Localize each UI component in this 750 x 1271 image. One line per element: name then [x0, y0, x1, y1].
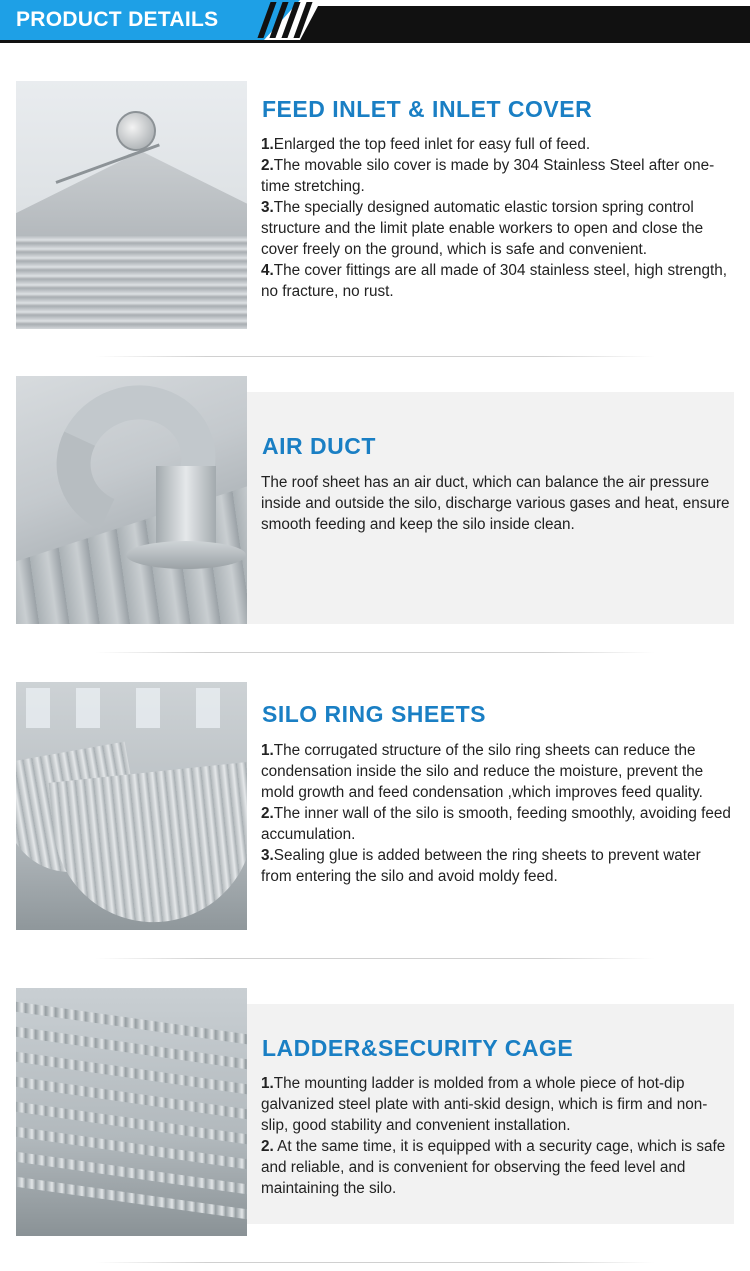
section-heading: FEED INLET & INLET COVER: [262, 96, 593, 122]
section-divider: [95, 958, 655, 959]
paragraph: The roof sheet has an air duct, which can balance the air pressure inside and outside the silo, discharge various gases and heat, ensure smooth feeding and keep the silo inside clean.: [261, 474, 730, 533]
section-heading: SILO RING SHEETS: [262, 701, 486, 727]
banner-title: PRODUCT DETAILS: [16, 8, 219, 31]
product-details-banner: [0, 0, 750, 44]
section-divider: [95, 652, 655, 653]
section-divider: [95, 1262, 655, 1263]
silo-ring-sheets-photo: [16, 682, 247, 930]
paragraph: 4.The cover fittings are all made of 304 stainless steel, high strength, no fracture, no rust.: [261, 262, 727, 300]
section-body: [261, 740, 733, 887]
banner-dark-bar: [300, 6, 750, 40]
silo-top-feed-inlet-photo: [16, 81, 247, 329]
paragraph: 1.The mounting ladder is molded from a whole piece of hot-dip galvanized steel plate with anti-skid design, which is firm and non-slip, good stability and convenient installation.: [261, 1075, 708, 1134]
section-body: [261, 472, 733, 535]
air-duct-photo: [16, 376, 247, 624]
banner-underline: [0, 40, 750, 43]
paragraph: 1.Enlarged the top feed inlet for easy full of feed.: [261, 136, 591, 153]
paragraph: 2.The movable silo cover is made by 304 Stainless Steel after one-time stretching.: [261, 157, 715, 195]
paragraph: 3.The specially designed automatic elastic torsion spring control structure and the limit plate enable workers to open and close the cover freely on the ground, which is safe and convenient.: [261, 199, 704, 258]
section-body: [261, 1073, 733, 1199]
section-heading: AIR DUCT: [262, 433, 376, 459]
section-heading: LADDER&SECURITY CAGE: [262, 1035, 574, 1061]
paragraph: 2. At the same time, it is equipped with a security cage, which is safe and reliable, and is convenient for observing the feed level and maintaining the silo.: [261, 1138, 726, 1197]
section-body: [261, 134, 733, 302]
ladder-security-cage-photo: [16, 988, 247, 1236]
section-divider: [95, 356, 655, 357]
banner-stripes-decoration: [258, 2, 306, 38]
paragraph: 3.Sealing glue is added between the ring sheets to prevent water from entering the silo and avoid moldy feed.: [261, 847, 701, 885]
paragraph: 2.The inner wall of the silo is smooth, feeding smoothly, avoiding feed accumulation.: [261, 805, 731, 843]
paragraph: 1.The corrugated structure of the silo ring sheets can reduce the condensation inside the silo and reduce the moisture, prevent the mold growth and feed condensation ,which improves feed quality.: [261, 742, 704, 801]
